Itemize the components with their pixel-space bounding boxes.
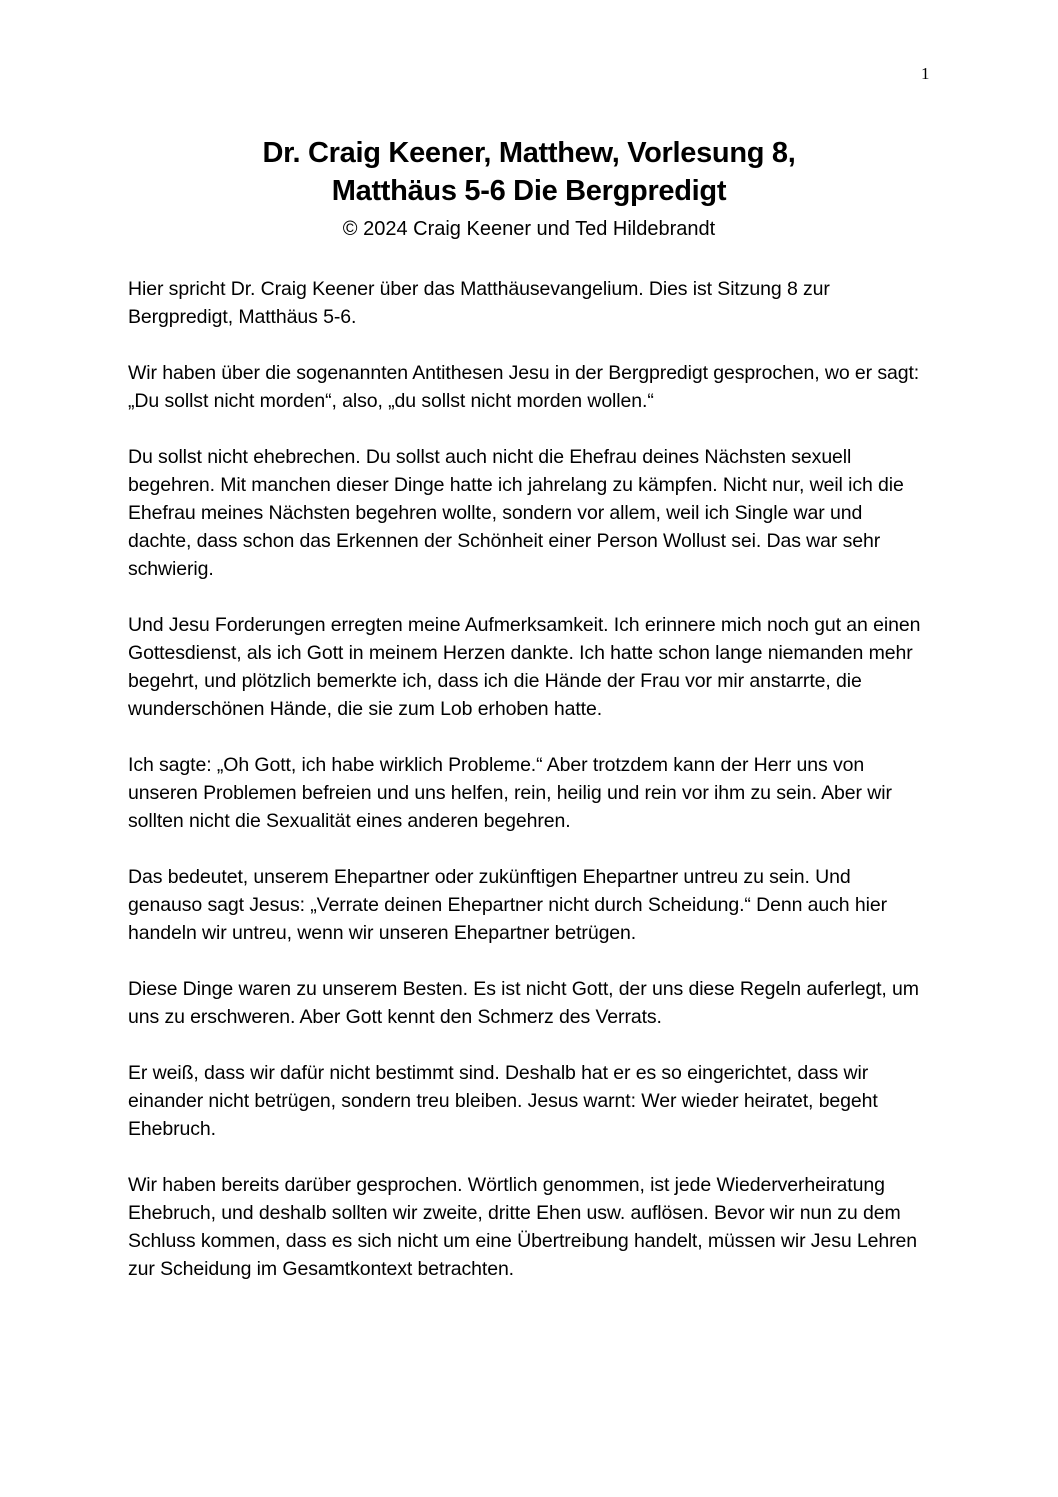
- page-title-line-1: Dr. Craig Keener, Matthew, Vorlesung 8,: [262, 137, 796, 169]
- paragraph: Ich sagte: „Oh Gott, ich habe wirklich Probleme.“ Aber trotzdem kann der Herr uns von unseren Problemen befreien und uns helfen, rein, heilig und rein vor ihm zu sein. Aber wir sollten nicht die Sexualität eines anderen begehren.: [128, 754, 892, 832]
- paragraph: Hier spricht Dr. Craig Keener über das Matthäusevangelium. Dies ist Sitzung 8 zur Bergpredigt, Matthäus 5-6.: [128, 278, 830, 328]
- paragraph: Wir haben über die sogenannten Antithesen Jesu in der Bergpredigt gesprochen, wo er sagt: „Du sollst nicht morden“, also, „du sollst nicht morden wollen.“: [128, 362, 920, 412]
- page-title-line-2: Matthäus 5-6 Die Bergpredigt: [331, 175, 727, 207]
- page-number: 1: [921, 64, 930, 83]
- paragraph: Und Jesu Forderungen erregten meine Aufmerksamkeit. Ich erinnere mich noch gut an einen Gottesdienst, als ich Gott in meinem Herzen dankte. Ich hatte schon lange niemanden mehr begehrt, und plötzlich bemerkte ich, dass ich die Hände der Frau vor mir anstarrte, die wunderschönen Hände, die sie zum Lob erhoben hatte.: [128, 614, 921, 720]
- paragraph: Er weiß, dass wir dafür nicht bestimmt sind. Deshalb hat er es so eingerichtet, dass wir einander nicht betrügen, sondern treu bleiben. Jesus warnt: Wer wieder heiratet, begeht Ehebruch.: [128, 1062, 878, 1140]
- paragraph: Wir haben bereits darüber gesprochen. Wörtlich genommen, ist jede Wiederverheiratung Ehebruch, und deshalb sollten wir zweite, dritte Ehen usw. auflösen. Bevor wir nun zu dem Schluss kommen, dass es sich nicht um eine Übertreibung handelt, müssen wir Jesu Lehren zur Scheidung im Gesamtkontext betrachten.: [128, 1174, 918, 1280]
- paragraph: Du sollst nicht ehebrechen. Du sollst auch nicht die Ehefrau deines Nächsten sexuell begehren. Mit manchen dieser Dinge hatte ich jahrelang zu kämpfen. Nicht nur, weil ich die Ehefrau meines Nächsten begehren wollte, sondern vor allem, weil ich Single war und dachte, dass schon das Erkennen der Schönheit einer Person Wollust sei. Das war sehr schwierig.: [128, 446, 904, 580]
- body-text: [128, 275, 930, 1311]
- copyright-notice: © 2024 Craig Keener und Ted Hildebrandt: [342, 218, 716, 240]
- paragraph: Diese Dinge waren zu unserem Besten. Es ist nicht Gott, der uns diese Regeln auferlegt, um uns zu erschweren. Aber Gott kennt den Schmerz des Verrats.: [128, 978, 919, 1028]
- paragraph: Das bedeutet, unserem Ehepartner oder zukünftigen Ehepartner untreu zu sein. Und genauso sagt Jesus: „Verrate deinen Ehepartner nicht durch Scheidung.“ Denn auch hier handeln wir untreu, wenn wir unseren Ehepartner betrügen.: [128, 866, 887, 944]
- title-block: [128, 134, 930, 244]
